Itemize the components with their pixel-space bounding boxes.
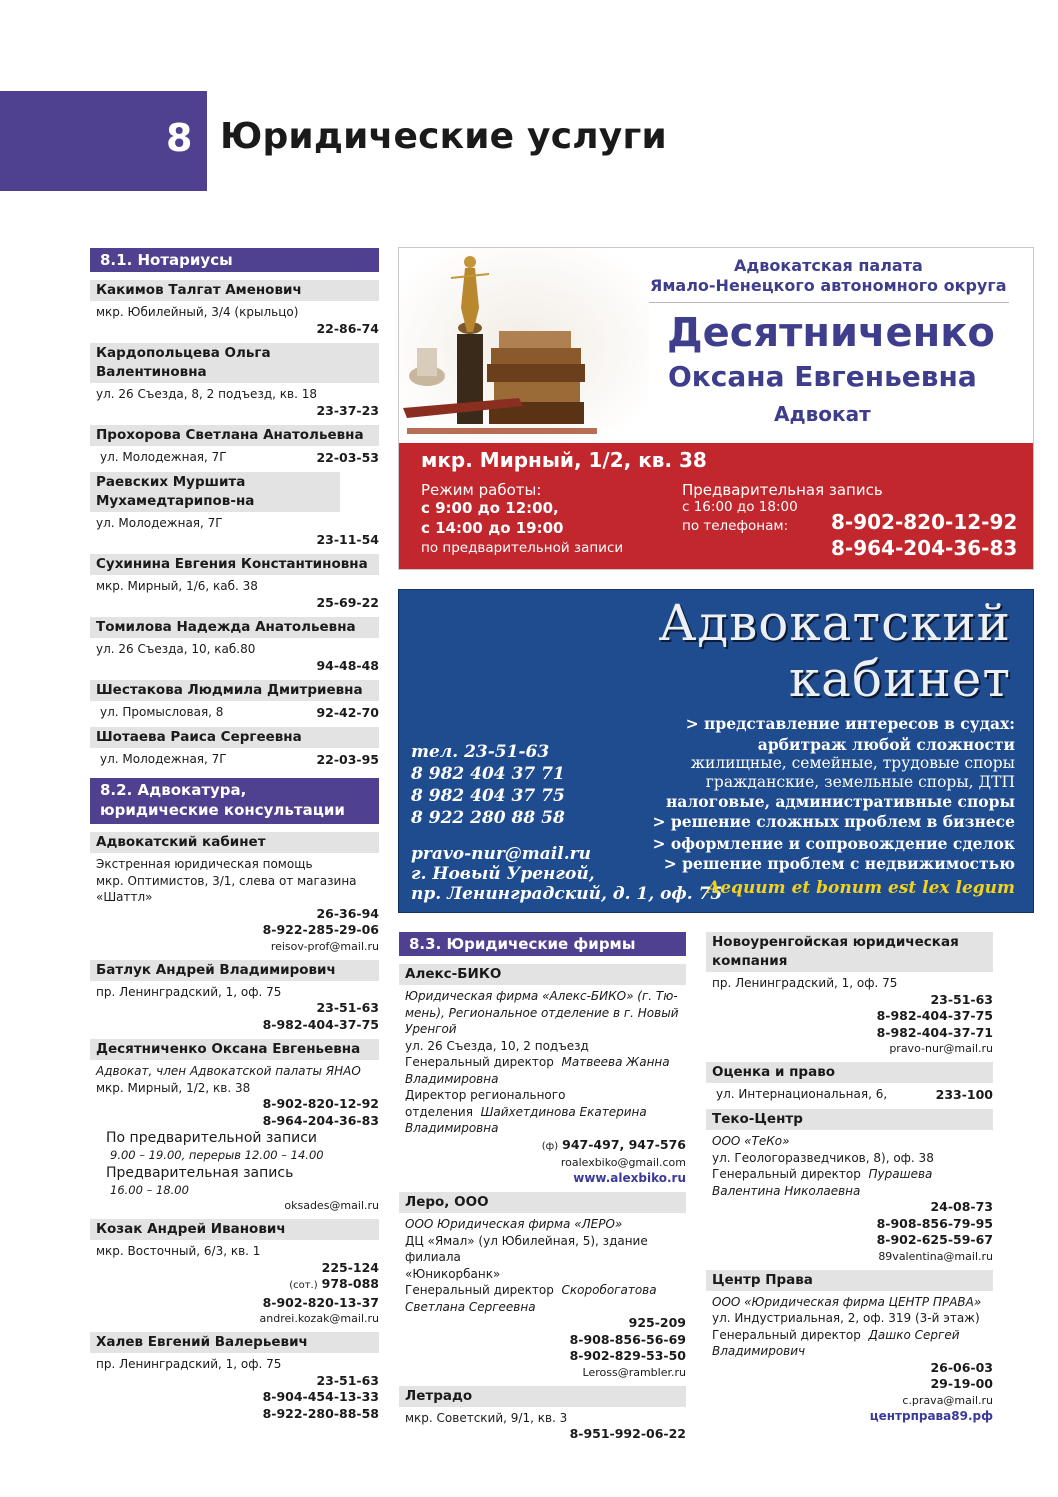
entry-name: Летрадо: [399, 1386, 686, 1407]
entry-text: Уренгой: [405, 1022, 457, 1036]
listing-entry: [90, 1332, 379, 1422]
entry-phone: 8-902-820-12-92: [262, 1096, 379, 1111]
listing-entry: [706, 1062, 993, 1103]
entry-phone: 8-902-625-59-67: [876, 1232, 993, 1247]
divider: [649, 302, 1009, 303]
listing-entry: [706, 1109, 993, 1264]
entry-text: мень), Региональное отделение в г. Новый: [405, 1005, 679, 1020]
entry-website[interactable]: www.alexbiko.ru: [573, 1171, 686, 1185]
entry-website[interactable]: центрправа89.рф: [869, 1408, 993, 1423]
director-label: Генеральный директор: [712, 1327, 861, 1342]
entry-name: Теко-Центр: [706, 1109, 993, 1130]
entry-phone: 8-982-404-37-71: [876, 1024, 993, 1040]
entry-address: мкр. Советский, 9/1, кв. 3: [405, 1410, 568, 1425]
entry-email[interactable]: pravo-nur@mail.ru: [889, 1042, 993, 1055]
entry-address: ул. 26 Съезда, 8, 2 подъезд, кв. 18: [96, 387, 317, 401]
ad-role: Адвокат: [774, 402, 871, 426]
entry-name: Козак Андрей Иванович: [90, 1219, 379, 1240]
listing-entry: [90, 832, 379, 954]
director-name: Матвеева Жанна: [561, 1055, 670, 1069]
entry-name: Шотаева Раиса Сергеевна: [90, 727, 379, 748]
entry-text: ООО Юридическая фирма «ЛЕРО»: [405, 1217, 623, 1231]
entry-email[interactable]: c.prava@mail.ru: [902, 1393, 993, 1407]
director-name: Пурашева: [868, 1167, 933, 1181]
entry-phone: 23-51-63: [930, 991, 993, 1007]
entry-address: «Шаттл»: [96, 890, 153, 904]
entry-phone: 22-03-53: [316, 450, 379, 465]
entry-fax: 947-497, 947-576: [562, 1136, 686, 1152]
entry-phone: 24-08-73: [930, 1199, 993, 1214]
entry-phone-row: [90, 1276, 379, 1295]
entry-name: Десятниченко Оксана Евгеньевна: [90, 1039, 379, 1060]
ad-mode-hours: с 9:00 до 12:00,: [421, 499, 559, 517]
listing-entry: [706, 932, 993, 1056]
entry-address-row: [90, 751, 379, 768]
entry-address: мкр. Восточный, 6/3, кв. 1: [96, 1244, 261, 1258]
listing-entry: [90, 1219, 379, 1326]
category-advocacy: [90, 778, 379, 824]
entry-text: Владимировна: [405, 1121, 499, 1135]
entry-phone: 25-69-22: [316, 594, 379, 610]
entry-address: пр. Ленинградский, 1, оф. 75: [712, 976, 898, 990]
cell-prefix: (сот.): [289, 1280, 318, 1291]
entry-address: ул. 26 Съезда, 10, 2 подъезд: [405, 1038, 589, 1053]
entry-name: Раевских Муршита Мухамедтарипов-на: [90, 472, 340, 512]
entry-phone: 8-982-404-37-75: [876, 1008, 993, 1023]
entry-note: По предварительной записи: [106, 1130, 317, 1146]
entry-phone: 8-922-285-29-06: [262, 922, 379, 937]
listing-entry: [399, 1192, 686, 1380]
entry-phone: 8-908-856-79-95: [876, 1215, 993, 1231]
entry-phone: 8-922-280-88-58: [262, 1405, 379, 1421]
entry-phone: 92-42-70: [316, 705, 379, 720]
entry-phone: 23-51-63: [316, 1000, 379, 1015]
category-firms: 8.3. Юридические фирмы: [399, 932, 686, 956]
entry-address: ул. 26 Съезда, 10, каб.80: [96, 642, 256, 656]
ad-org-line: Адвокатская палата: [734, 256, 923, 275]
entry-phone: 8-964-204-36-83: [262, 1112, 379, 1128]
entry-address: мкр. Юбилейный, 3/4 (крыльцо): [96, 305, 299, 319]
ad-mode-label: Режим работы:: [421, 481, 542, 499]
listing-entry: [90, 680, 379, 721]
ad-phone: 8 982 404 37 75: [411, 786, 565, 806]
entry-address: ул. Молодежная, 7Г: [96, 516, 223, 530]
entry-director: [399, 1104, 686, 1121]
entry-hours: 16.00 – 18.00: [110, 1182, 189, 1197]
entry-phone: 8-908-856-56-69: [569, 1331, 686, 1347]
ad-advocate-cabinet: [398, 589, 1034, 913]
entry-phone: 94-48-48: [316, 657, 379, 673]
entry-director: [399, 1054, 686, 1071]
entry-text: Директор регионального: [405, 1088, 566, 1102]
listing-entry: [90, 343, 379, 419]
ad-service: > решение сложных проблем в бизнесе: [652, 812, 1015, 831]
listing-entry: [90, 425, 379, 466]
entry-address: мкр. Оптимистов, 3/1, слева от магазина: [96, 873, 357, 888]
entry-email[interactable]: Leross@rambler.ru: [582, 1365, 686, 1379]
ad-org-line: Ямало-Ненецкого автономного округа: [650, 276, 1007, 295]
ad-service: гражданские, земельные споры, ДТП: [705, 773, 1015, 791]
column-right: [706, 932, 993, 1430]
entry-name: Сухинина Евгения Константиновна: [90, 554, 379, 575]
entry-phone: 978-088: [321, 1276, 379, 1291]
entry-phone: 26-36-94: [316, 905, 379, 921]
ad-service: > решение проблем с недвижимостью: [663, 854, 1015, 873]
entry-phone: 225-124: [321, 1259, 379, 1275]
category-notaries: 8.1. Нотариусы: [90, 248, 379, 272]
ad-phone: 8-964-204-36-83: [831, 536, 1018, 560]
listing-entry: [90, 617, 379, 674]
entry-email[interactable]: 89valentina@mail.ru: [878, 1249, 993, 1263]
entry-phone: 22-86-74: [316, 320, 379, 336]
entry-address-row: [706, 1086, 993, 1103]
listing-entry: [90, 727, 379, 768]
entry-director: [399, 1282, 686, 1299]
entry-address-row: [90, 704, 379, 721]
listing-entry: [90, 472, 379, 548]
ad-mode-hours: с 14:00 до 19:00: [421, 519, 564, 537]
category-title-line: юридические консультации: [100, 801, 345, 819]
entry-phone: 23-37-23: [316, 402, 379, 418]
director-label: Генеральный директор: [405, 1283, 554, 1297]
entry-name: Центр Права: [706, 1270, 993, 1291]
listing-entry: [399, 1386, 686, 1443]
entry-name-line: Новоуренгойская юридическая: [712, 934, 959, 950]
entry-text: Светлана Сергеевна: [405, 1299, 536, 1314]
entry-phone: 233-100: [935, 1087, 993, 1102]
ad-phone: 8-902-820-12-92: [831, 510, 1018, 534]
entry-name: Адвокатский кабинет: [90, 832, 379, 853]
ad-name: Оксана Евгеньевна: [668, 360, 977, 393]
ad-address: мкр. Мирный, 1/2, кв. 38: [421, 448, 707, 472]
ad-surname: Десятниченко: [667, 310, 995, 356]
entry-phone: 8-904-454-13-33: [262, 1389, 379, 1404]
ad-email[interactable]: pravo-nur@mail.ru: [411, 844, 591, 864]
entry-phone: 26-06-03: [930, 1359, 993, 1375]
ad-desyatnichenko: [398, 247, 1034, 570]
category-title-line: 8.2. Адвокатура,: [100, 781, 247, 799]
entry-address: пр. Ленинградский, 1, оф. 75: [96, 1357, 282, 1371]
page-title: Юридические услуги: [220, 116, 667, 157]
entry-address: ул. Промысловая, 8: [100, 705, 224, 719]
entry-address-row: [90, 449, 379, 466]
entry-address: мкр. Мирный, 1/2, кв. 38: [96, 1080, 251, 1095]
entry-role: Адвокат, член Адвокатской палаты ЯНАО: [96, 1064, 361, 1078]
ad-motto: Aequum et bonum est lex legum: [707, 878, 1015, 898]
entry-name: Оценка и право: [706, 1062, 993, 1083]
entry-name: Батлук Андрей Владимирович: [90, 960, 379, 981]
entry-email[interactable]: oksades@mail.ru: [284, 1199, 379, 1212]
ad-title-line: Адвокатский: [658, 594, 1011, 652]
entry-text: Экстренная юридическая помощь: [96, 857, 313, 871]
entry-director: [706, 1327, 993, 1344]
ad-address: пр. Ленинградский, д. 1, оф. 75: [411, 884, 723, 904]
entry-email[interactable]: andrei.kozak@mail.ru: [259, 1312, 379, 1325]
entry-phone: 8-982-404-37-75: [262, 1016, 379, 1032]
ad-service: > представление интересов в судах:: [685, 714, 1015, 733]
entry-name: [706, 932, 993, 972]
entry-phone: 8-902-829-53-50: [569, 1348, 686, 1363]
entry-email[interactable]: roalexbiko@gmail.com: [560, 1156, 686, 1169]
entry-text: Владимирович: [712, 1344, 806, 1358]
director-name: Шайхетдинова Екатерина: [480, 1104, 647, 1119]
entry-address: ул. Молодежная, 7Г: [100, 752, 227, 766]
column-left: [90, 248, 379, 1428]
ad-city: г. Новый Уренгой,: [411, 864, 595, 884]
ad-title-line: кабинет: [788, 650, 1011, 708]
entry-phone: 8-951-992-06-22: [569, 1426, 686, 1441]
entry-name: Томилова Надежда Анатольевна: [90, 617, 379, 638]
entry-phone: 22-03-95: [316, 752, 379, 767]
fax-prefix: (ф): [541, 1140, 559, 1152]
listing-entry: [90, 554, 379, 611]
ad-prerecord-note: по телефонам:: [682, 518, 789, 534]
entry-name: Алекс-БИКО: [399, 964, 686, 985]
entry-phone: 925-209: [628, 1315, 686, 1330]
column-middle: [399, 932, 686, 1449]
ad-phone: 8 982 404 37 71: [411, 764, 565, 784]
entry-phone: 29-19-00: [930, 1376, 993, 1391]
entry-name: Какимов Талгат Аменович: [90, 280, 379, 301]
entry-name: Леро, ООО: [399, 1192, 686, 1213]
entry-name: Кардопольцева Ольга Валентиновна: [90, 343, 379, 383]
entry-name: Шестакова Людмила Дмитриевна: [90, 680, 379, 701]
entry-director: [706, 1166, 993, 1183]
entry-phone: 8-902-820-13-37: [262, 1294, 379, 1310]
director-label: отделения: [405, 1104, 473, 1119]
entry-address: ул. Молодежная, 7Г: [100, 450, 227, 464]
entry-note: Предварительная запись: [106, 1164, 294, 1181]
ad-service: налоговые, административные споры: [665, 792, 1015, 811]
entry-address: ул. Геологоразведчиков, 8), оф. 38: [712, 1150, 934, 1165]
entry-name: Халев Евгений Валерьевич: [90, 1332, 379, 1353]
entry-address: ул. Интернациональная, 6,: [716, 1087, 888, 1101]
ad-phone: 8 922 280 88 58: [411, 808, 565, 828]
ad-service: жилищные, семейные, трудовые споры: [690, 754, 1015, 772]
ad-service: > оформление и сопровождение сделок: [652, 834, 1015, 853]
entry-address: пр. Ленинградский, 1, оф. 75: [96, 984, 282, 999]
entry-address: «Юникорбанк»: [405, 1266, 501, 1281]
entry-text: ООО «ТеКо»: [712, 1134, 790, 1148]
listing-entry: [706, 1270, 993, 1424]
entry-hours: 9.00 – 19.00, перерыв 12.00 – 14.00: [110, 1148, 324, 1162]
section-number: 8: [166, 116, 193, 160]
ad-service: арбитраж любой сложности: [757, 735, 1015, 754]
entry-address: мкр. Мирный, 1/6, каб. 38: [96, 579, 258, 593]
director-name: Дашко Сергей: [868, 1327, 960, 1342]
listing-entry: [90, 280, 379, 337]
entry-text: Юридическая фирма «Алекс-БИКО» (г. Тю-: [405, 989, 678, 1003]
ad-phone: тел. 23-51-63: [411, 742, 550, 762]
ad-mode-note: по предварительной записи: [421, 540, 624, 556]
entry-phone: 23-51-63: [316, 1372, 379, 1388]
listing-entry: [399, 964, 686, 1186]
entry-email[interactable]: reisov-prof@mail.ru: [270, 939, 379, 953]
listing-entry: [90, 1039, 379, 1213]
entry-text: Валентина Николаевна: [712, 1183, 861, 1198]
entry-address: ул. Индустриальная, 2, оф. 319 (3-й этаж): [712, 1311, 980, 1325]
listing-entry: [90, 960, 379, 1034]
entry-name-line: компания: [712, 953, 788, 969]
entry-address: ДЦ «Ямал» (ул Юбилейная, 5), здание филиала: [405, 1233, 648, 1264]
director-label: Генеральный директор: [712, 1167, 861, 1181]
director-label: Генеральный директор: [405, 1055, 554, 1069]
themis-statue-books-gavel-icon: [399, 248, 649, 443]
ad-prerecord-hours: с 16:00 до 18:00: [682, 499, 798, 515]
entry-phone: 23-11-54: [316, 531, 379, 547]
director-name: Скоробогатова: [561, 1283, 657, 1297]
entry-name: Прохорова Светлана Анатольевна: [90, 425, 379, 446]
entry-phone-row: [399, 1137, 686, 1156]
entry-text: ООО «Юридическая фирма ЦЕНТР ПРАВА»: [712, 1294, 982, 1309]
entry-text: Владимировна: [405, 1071, 499, 1086]
ad-prerecord-label: Предварительная запись: [682, 481, 883, 499]
